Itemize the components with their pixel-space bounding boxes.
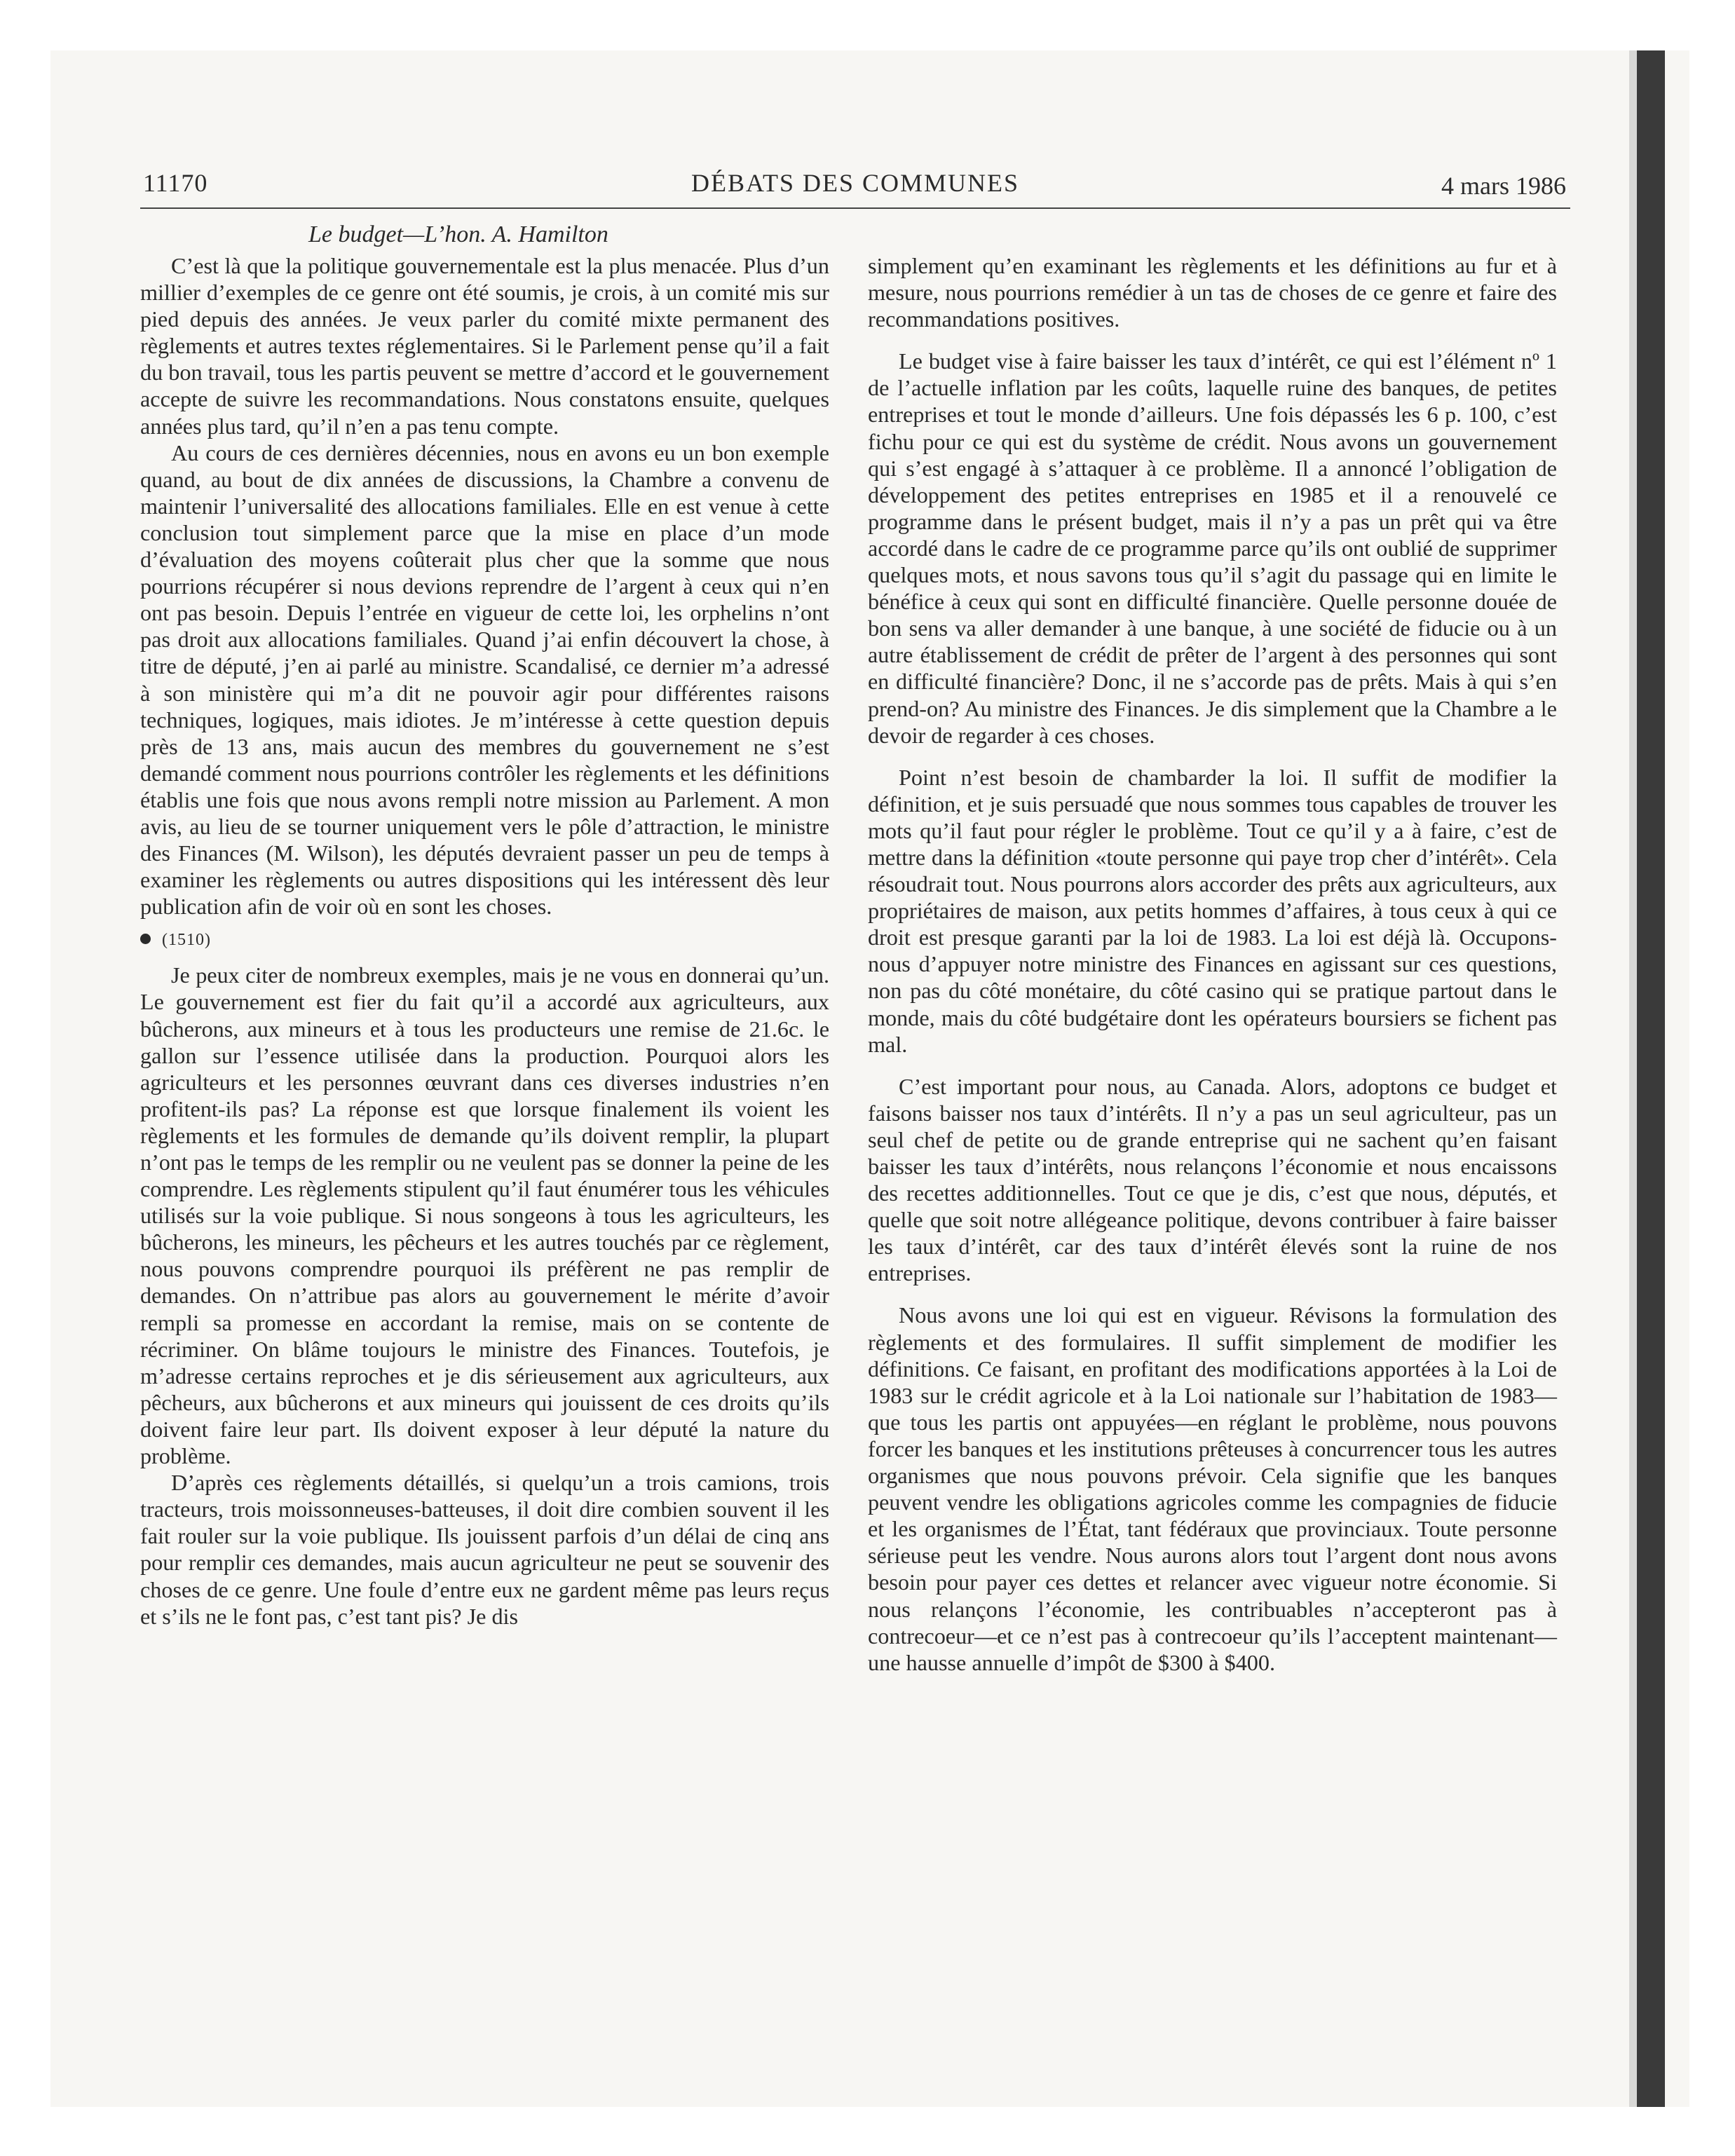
paragraph: Point n’est besoin de chambarder la loi. Il suffit de modifier la définition, et je suis persuadé que nous sommes tous capables de trouver les mots qu’il faut pour régler le problème. Tout ce qu’il y a à faire, c’est de mettre dans la définition «toute personne qui paye trop cher d’intérêt». Cela résoudrait tout. Nous pourrons alors accorder des prêts aux agriculteurs, aux propriétaires de maison, aux petits hommes d’affaires, à tous ceux à qui ce droit est presque garanti par la loi de 1983. La loi est déjà là. Occupons-nous d’appuyer notre ministre des Finances en agissant sur ces questions, non pas du côté monétaire, du côté casino qui se pratique partout dans le monde, mais du côté budgétaire dont les opérateurs boursiers se fichent pas mal. <box>868 764 1557 1057</box>
page-number: 11170 <box>143 169 208 197</box>
page-header <box>140 165 1570 209</box>
page-edge <box>1629 50 1637 2107</box>
paragraph: C’est important pour nous, au Canada. Alors, adoptons ce budget et faisons baisser nos taux d’intérêts. Il n’y a pas un seul agriculteur, pas un seul chef de petite ou de grande entreprise qui ne sachent qu’en faisant baisser les taux d’intérêts, nous relançons l’économie et nous encaissons des recettes additionnelles. Tout ce que je dis, c’est que nous, députés, et quelle que soit notre allégeance politique, devons contribuer à faire baisser les taux d’intérêt, car des taux d’intérêt élevés sont la ruine de nos entreprises. <box>868 1073 1557 1286</box>
journal-title: DÉBATS DES COMMUNES <box>690 169 1020 197</box>
paragraph: C’est là que la politique gouvernementale est la plus menacée. Plus d’un millier d’exemples de ce genre ont été soumis, je crois, à un comité mis sur pied depuis des années. Je veux parler du comité mixte permanent des règlements et autres textes réglementaires. Si le Parlement pense qu’il a fait du bon travail, tous les partis peuvent se mettre d’accord et le gouvernement accepte de suivre les recommandations. Nous constatons ensuite, quelques années plus tard, qu’il n’en a pas tenu compte. <box>140 253 829 439</box>
paragraph: D’après ces règlements détaillés, si quelqu’un a trois camions, trois tracteurs, trois moissonneuses-batteuses, il doit dire combien souvent il les fait rouler sur la voie publique. Ils jouissent parfois d’un délai de cinq ans pour remplir ces demandes, mais aucun agriculteur ne peut se souvenir des choses de ce genre. Une foule d’entre eux ne gardent même pas leurs reçus et s’ils ne le font pas, c’est tant pis? Je dis <box>140 1470 829 1629</box>
right-column <box>868 252 1557 1676</box>
paragraph: Au cours de ces dernières décennies, nous en avons eu un bon exemple quand, au bout de dix années de discussions, la Chambre a convenu de maintenir l’universalité des allocations familiales. Elle en est venue à cette conclusion tout simplement parce que la mise en place d’un mode d’évaluation des moyens coûterait plus cher que la somme que nous pourrions récupérer si nous devions reprendre de l’argent à ceux qui n’en ont pas besoin. Depuis l’entrée en vigueur de cette loi, les orphelins n’ont pas droit aux allocations familiales. Quand j’ai enfin découvert la chose, à titre de député, j’en ai parlé au ministre. Scandalisé, ce dernier m’a adressé à son ministère qui m’a dit ne pouvoir agir pour différentes raisons techniques, logiques, mais idiotes. Je m’intéresse à cette question depuis près de 13 ans, mais aucun des membres du gouvernement ne s’est demandé comment nous pourrions contrôler les règlements et les définitions établis une fois que nous avons rempli notre mission au Parlement. A mon avis, au lieu de se tourner uniquement vers le pôle d’attraction, le ministre des Finances (M. Wilson), les députés devraient passer un peu de temps à examiner les règlements ou autres dispositions qui les intéressent dès leur publication afin de voir où en sont les choses. <box>140 439 829 920</box>
running-head: Le budget—L’hon. A. Hamilton <box>308 221 608 247</box>
timestamp-text: (1510) <box>162 931 211 950</box>
paragraph-continued: simplement qu’en examinant les règlements et les définitions au fur et à mesure, nous pourrions remédier à un tas de choses de ce genre et faire des recommandations positives. <box>868 253 1557 332</box>
issue-date: 4 mars 1986 <box>1441 172 1566 200</box>
paragraph: Nous avons une loi qui est en vigueur. Révisons la formulation des règlements et des formulaires. Il suffit simplement de modifier les définitions. Ce faisant, en profitant des modifications apportées à la Loi de 1983 sur le crédit agricole et à la Loi nationale sur l’habitation de 1983—que tous les partis ont appuyées—en réglant le problème, nous pouvons forcer les banques et les institutions prêteuses à concurrencer tous les autres organismes que nous pouvons prévoir. Cela signifie que les banques peuvent vendre les obligations agricoles comme les compagnies de fiducie et les organismes de l’État, tant fédéraux que provinciaux. Toute personne sérieuse peut les vendre. Nous aurons alors tout l’argent dont nous avons besoin pour payer ces dettes et relancer avec vigueur notre économie. Si nous relançons l’économie, les contribuables n’accepteront pas à contrecoeur—et ce n’est pas à contrecoeur qu’ils l’acceptent maintenant—une hausse annuelle d’impôt de $300 à $400. <box>868 1302 1557 1675</box>
bullet-icon <box>140 934 151 944</box>
binding-spine <box>1637 50 1665 2107</box>
paragraph: Le budget vise à faire baisser les taux d’intérêt, ce qui est l’élément nº 1 de l’actuelle inflation par les coûts, laquelle ruine des banques, de petites entreprises et tout le monde d’ailleurs. Une fois dépassés les 6 p. 100, c’est fichu pour ce qui est du système de crédit. Nous avons un gouvernement qui s’est engagé à s’attaquer à ce problème. Il a annoncé l’obligation de développement des petites entreprises en 1985 et il a renouvelé ce programme dans le présent budget, mais il n’y a pas un prêt qui va être accordé dans le cadre de ce programme parce qu’ils ont oublié de supprimer quelques mots, et nous savons tous qu’il s’agit du passage qui en limite le bénéfice à ceux qui sont en difficulté financière. Quelle personne douée de bon sens va aller demander à une banque, à une société de fiducie ou à un autre établissement de crédit de prêter de l’argent à des personnes qui sont en difficulté financière? Donc, il ne s’accorde pas de prêts. Mais à qui s’en prend-on? Au ministre des Finances. Je dis simplement que la Chambre a le devoir de regarder à ces choses. <box>868 348 1557 748</box>
paragraph: Je peux citer de nombreux exemples, mais je ne vous en donnerai qu’un. Le gouvernement est fier du fait qu’il a accordé aux agriculteurs, aux bûcherons, aux mineurs et à tous les producteurs une remise de 21.6c. le gallon sur l’essence utilisée dans la production. Pourquoi alors les agriculteurs et les personnes œuvrant dans ces diverses industries n’en profitent-ils pas? La réponse est que lorsque finalement ils voient les règlements et les formules de demande qu’ils doivent remplir, la plupart n’ont pas le temps de les remplir ou ne veulent pas se donner la peine de les comprendre. Les règlements stipulent qu’il faut énumérer tous les véhicules utilisés sur la voie publique. Si nous songeons à tous les agriculteurs, les bûcherons, les mineurs, les pêcheurs et les autres touchés par ce règlement, nous pouvons comprendre pourquoi ils préfèrent ne pas remplir de demandes. On n’attribue pas alors au gouvernement le mérite d’avoir rempli sa promesse en accordant la remise, mais on se contente de récriminer. On blâme toujours le ministre des Finances. Toutefois, je m’adresse certains reproches et je dis sérieusement aux agriculteurs, aux pêcheurs, aux bûcherons et aux mineurs qui jouissent de ces droits qu’ils doivent faire leur part. Ils doivent exposer à leur député la nature du problème. <box>140 962 829 1469</box>
left-column <box>140 252 829 1630</box>
timestamp-marker <box>140 929 829 950</box>
